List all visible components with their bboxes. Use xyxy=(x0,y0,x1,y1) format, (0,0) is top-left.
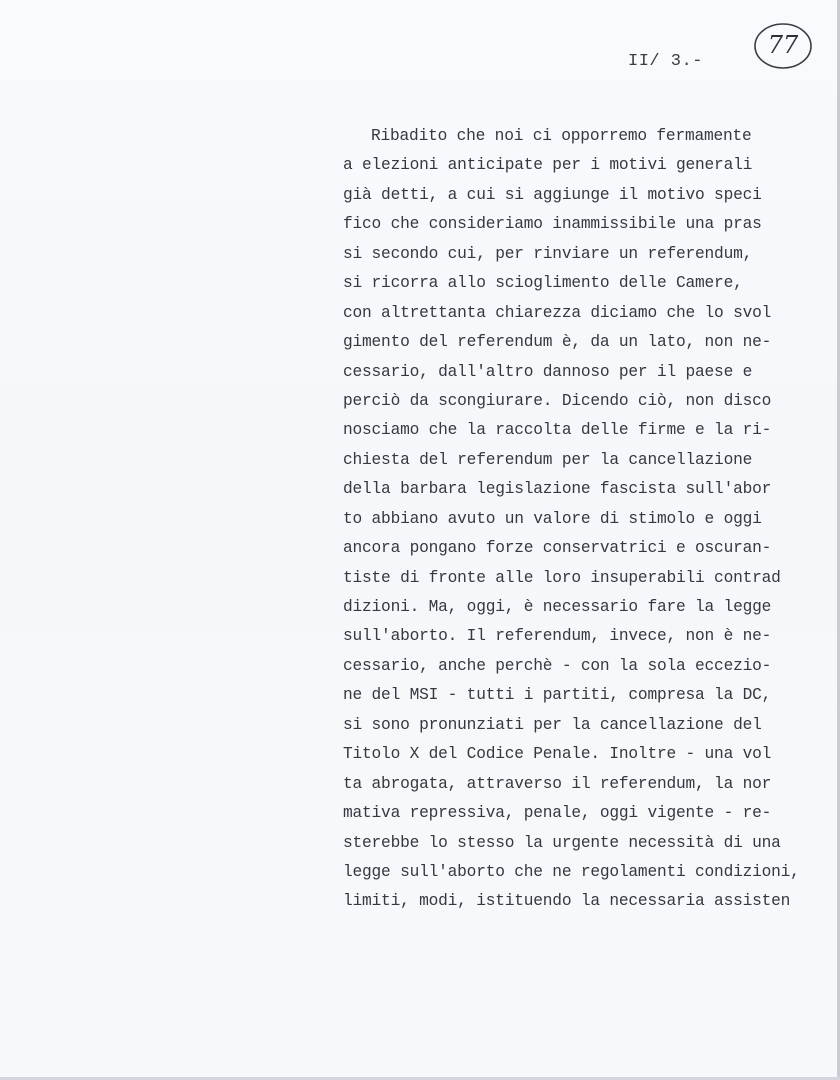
text-line: Ribadito che noi ci opporremo fermamente xyxy=(371,127,752,145)
text-line: ne del MSI - tutti i partiti, compresa la DC, xyxy=(343,686,772,705)
text-line: nosciamo che la raccolta delle firme e la ri- xyxy=(343,421,772,440)
text-line: dizioni. Ma, oggi, è necessario fare la legge xyxy=(343,598,772,616)
text-line: gimento del referendum è, da un lato, non ne- xyxy=(343,333,772,352)
page-number: II/ 3.- xyxy=(628,52,703,71)
typewritten-body xyxy=(343,122,833,917)
text-line: legge sull'aborto che ne regolamenti condizioni, xyxy=(343,862,800,881)
text-line: tiste di fronte alle loro insuperabili contrad xyxy=(343,568,781,587)
folio-stamp xyxy=(752,20,814,72)
text-line: si secondo cui, per rinviare un referendum, xyxy=(343,244,753,263)
text-line: cessario, anche perchè - con la sola eccezio- xyxy=(343,656,772,675)
text-line: già detti, a cui si aggiunge il motivo speci xyxy=(343,185,762,204)
folio-number: 77 xyxy=(767,31,799,59)
text-line: ancora pongano forze conservatrici e oscuran- xyxy=(343,539,772,558)
text-line: sterebbe lo stesso la urgente necessità di una xyxy=(343,833,781,852)
text-line: mativa repressiva, penale, oggi vigente - re- xyxy=(343,804,772,823)
text-line: cessario, dall'altro dannoso per il paese e xyxy=(343,362,753,381)
text-line: chiesta del referendum per la cancellazione xyxy=(343,450,753,469)
text-line: fico che consideriamo inammissibile una pras xyxy=(343,215,762,234)
text-line: Titolo X del Codice Penale. Inoltre - una vol xyxy=(343,745,772,764)
text-line: a elezioni anticipate per i motivi generali xyxy=(343,156,753,175)
text-line: limiti, modi, istituendo la necessaria assisten xyxy=(343,892,791,911)
text-line: sull'aborto. Il referendum, invece, non è ne- xyxy=(343,627,772,646)
text-line: si sono pronunziati per la cancellazione del xyxy=(343,715,762,734)
text-line: perciò da scongiurare. Dicendo ciò, non disco xyxy=(343,391,772,410)
text-line: si ricorra allo scioglimento delle Camere, xyxy=(343,274,743,293)
text-line: ta abrogata, attraverso il referendum, la nor xyxy=(343,774,772,793)
text-line: della barbara legislazione fascista sull'abor xyxy=(343,480,772,499)
text-line: con altrettanta chiarezza diciamo che lo svol xyxy=(343,303,772,322)
text-line: to abbiano avuto un valore di stimolo e oggi xyxy=(343,509,762,528)
